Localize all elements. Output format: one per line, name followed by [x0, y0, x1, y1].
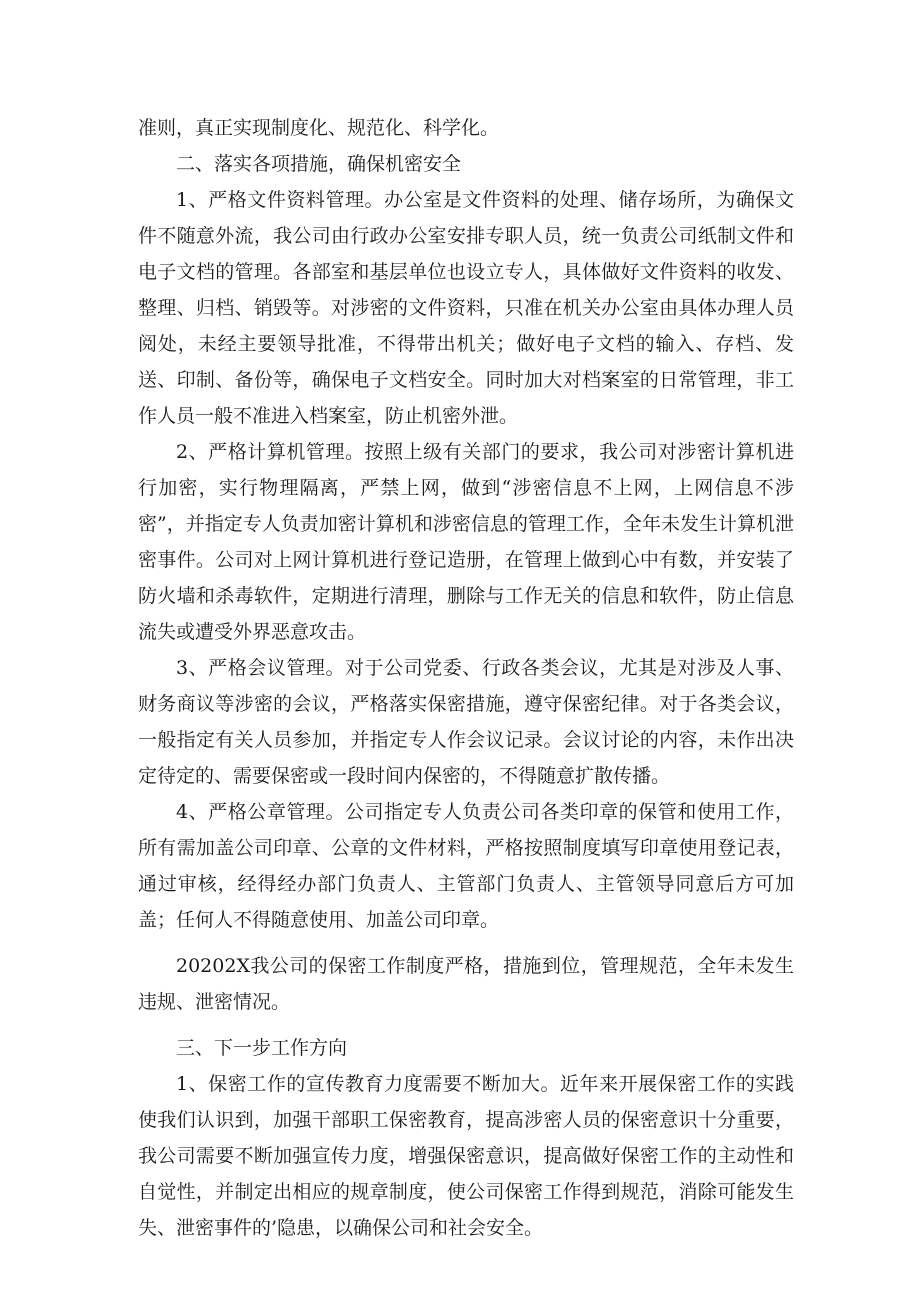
document-body [138, 110, 794, 1246]
paragraph-file-management: 1、严格文件资料管理。办公室是文件资料的处理、储存场所，为确保文件不随意外流，我公司由行政办公室安排专职人员，统一负责公司纸制文件和电子文档的管理。各部室和基层单位也设立专人，具体做好文件资料的收发、整理、归档、销毁等。对涉密的文件资料，只准在机关办公室由具体办理人员阅处，未经主要领导批准，不得带出机关；做好电子文档的输入、存档、发送、印制、备份等，确保电子文档安全。同时加大对档案室的日常管理，非工作人员一般不准进入档案室，防止机密外泄。 [138, 189, 794, 427]
section-heading-3: 三、下一步工作方向 [176, 1037, 348, 1059]
paragraph-meeting-management: 3、严格会议管理。对于公司党委、行政各类会议，尤其是对涉及人事、财务商议等涉密的会议，严格落实保密措施，遵守保密纪律。对于各类会议，一般指定有关人员参加，并指定专人作会议记录。会议讨论的内容，未作出决定待定的、需要保密或一段时间内保密的，不得随意扩散传播。 [138, 657, 794, 787]
section-heading-2: 二、落实各项措施，确保机密安全 [176, 153, 462, 175]
paragraph-computer-management: 2、严格计算机管理。按照上级有关部门的要求，我公司对涉密计算机进行加密，实行物理隔离，严禁上网，做到“涉密信息不上网，上网信息不涉密”，并指定专人负责加密计算机和涉密信息的管理工作，全年未发生计算机泄密事件。公司对上网计算机进行登记造册，在管理上做到心中有数，并安装了防火墙和杀毒软件，定期进行清理，删除与工作无关的信息和软件，防止信息流失或遭受外界恶意攻击。 [138, 441, 794, 643]
paragraph-continuation: 准则，真正实现制度化、规范化、科学化。 [138, 117, 500, 139]
paragraph-summary: 20202X我公司的保密工作制度严格，措施到位，管理规范，全年未发生违规、泄密情况。 [138, 955, 794, 1013]
paragraph-seal-management: 4、严格公章管理。公司指定专人负责公司各类印章的保管和使用工作，所有需加盖公司印章、公章的文件材料，严格按照制度填写印章使用登记表，通过审核，经得经办部门负责人、主管部门负责人、主管领导同意后方可加盖；任何人不得随意使用、加盖公司印章。 [138, 801, 794, 931]
paragraph-publicity-education: 1、保密工作的宣传教育力度需要不断加大。近年来开展保密工作的实践使我们认识到，加强干部职工保密教育，提高涉密人员的保密意识十分重要，我公司需要不断加强宣传力度，增强保密意识，提高做好保密工作的主动性和自觉性，并制定出相应的规章制度，使公司保密工作得到规范，消除可能发生失、泄密事件的’隐患，以确保公司和社会安全。 [138, 1073, 794, 1239]
